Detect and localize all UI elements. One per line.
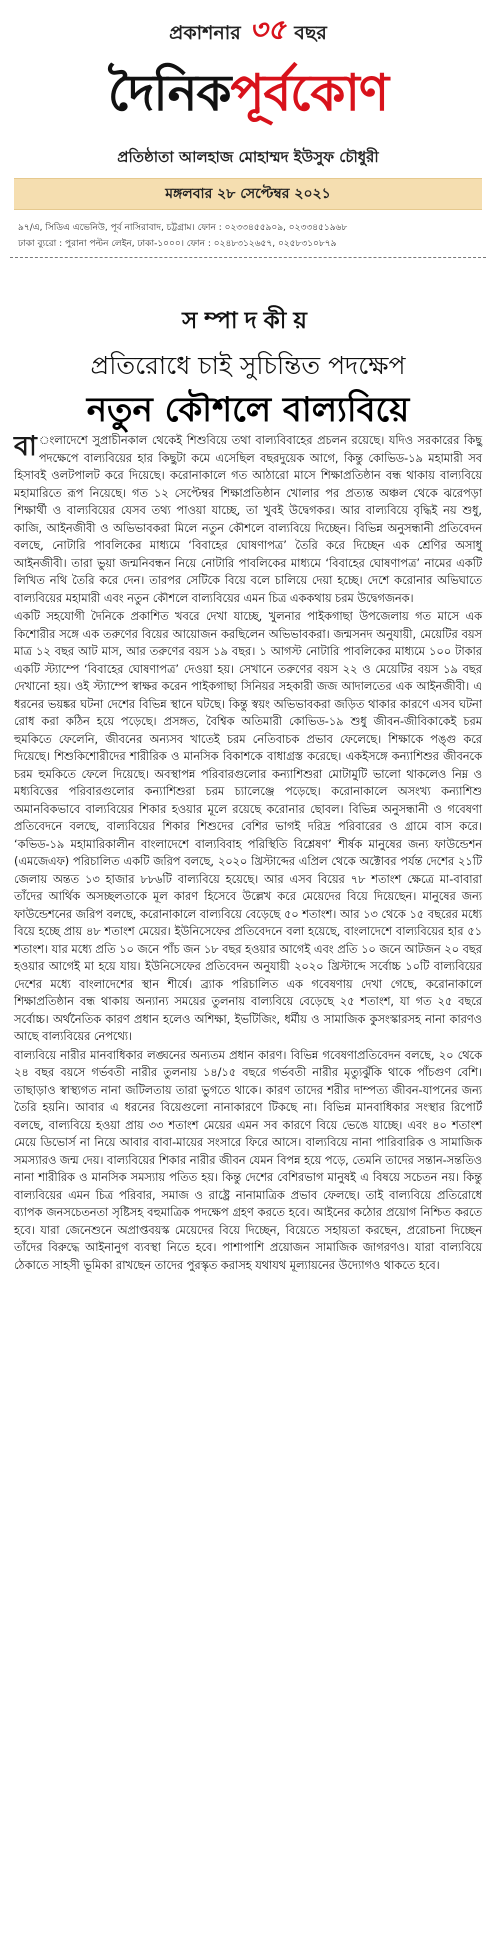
paragraph-2: একটি সহযোগী দৈনিকে প্রকাশিত খবরে দেখা যাচ্ছে, খুলনার পাইকগাছা উপজেলায় গত মাসে এক কিশোরীর সঙ্গে এক তরুণের বিয়ের আয়োজন করছিলেন অভিভাবকরা। জন্মসনদ অনুযায়ী, মেয়েটির বয়স মাত্র ১২ বছর আট মাস, আর তরুণের বয়স ১৯ বছর। ১ আগস্ট নোটারি পাবলিকের মাধ্যমে ১০০ টাকার একটি স্ট্যাম্পে ‘বিবাহের ঘোষণাপত্র’ দেওয়া হয়। সেখানে তরুণের বয়স ২২ ও মেয়েটির বয়স ১৯ বছর দেখানো হয়। ওই স্ট্যাম্পে স্বাক্ষর করেন পাইকগাছা সিনিয়র সহকারী জজ আদালতের এক আইনজীবী। এ ধরনের ভয়ঙ্কর ঘটনা দেশের বিভিন্ন স্থানে ঘটছে। কিন্তু স্বয়ং অভিভাবকরা জড়িত থাকার কারণে এসব ঘটনা রোধ করা কঠিন হয়ে পড়েছে। প্রসঙ্গত, বৈশ্বিক অতিমারী কোভিড-১৯ শুধু জীবন-জীবিকাকেই চরম হুমকিতে ফেলেনি, জীবনের অন্যসব খাতেই চরম নেতিবাচক প্রভাব ফেলেছে। শিক্ষাকে পঙ্গু করে দিয়েছে। শিশুকিশোরীদের শারীরিক ও মানসিক বিকাশকে বাধাগ্রস্ত করেছে। একইসঙ্গে কন্যাশিশুর জীবনকে চরম হুমকিতে ফেলে দিয়েছে। অবস্থাপন্ন পরিবারগুলোর কন্যাশিশুরা মোটামুটি ভালো থাকলেও নিম্ন ও মধ্যবিত্তের পরিবারগুলোর কন্যাশিশুরা চরম চ্যালেঞ্জে পড়েছে। করোনাকালে অসংখ্য কন্যাশিশু অমানবিকভাবে বাল্যবিয়ের শিকার হওয়ার মূলে রয়েছে করোনার ছোবল। বিভিন্ন অনুসন্ধানী ও গবেষণা প্রতিবেদনে বলছে, বাল্যবিয়ের শিকার শিশুদের বেশির ভাগই দরিদ্র পরিবারের ও গ্রামে বাস করে। ‘কভিড-১৯ মহামারিকালীন বাংলাদেশে বাল্যবিবাহ পরিস্থিতি বিশ্লেষণ’ শীর্ষক মানুষের জন্য ফাউন্ডেশন (এমজেএফ) পরিচালিত একটি জরিপ বলছে, ২০২০ খ্রিস্টাব্দের এপ্রিল থেকে অক্টোবর পর্যন্ত দেশের ২১টি জেলায় অন্তত ১৩ হাজার ৮৮৬টি বাল্যবিয়ে হয়েছে। আর এসব বিয়ের ৭৮ শতাংশ ক্ষেত্রে মা-বাবারা তাঁদের আর্থিক অসচ্ছলতাকে মূল কারণ হিসেবে উল্লেখ করে মেয়েদের বিয়ে দিয়েছেন। মানুষের জন্য ফাউন্ডেশনের জরিপ বলছে, করোনাকালে বাল্যবিয়ে বেড়েছে ৫০ শতাংশ। আর ১৩ থেকে ১৫ বছরের মধ্যে বিয়ে হচ্ছে প্রায় ৪৮ শতাংশ মেয়ের। ইউনিসেফের প্রতিবেদনে বলা হয়েছে, বাংলাদেশে বাল্যবিয়ের হার ৫১ শতাংশ। যার মধ্যে প্রতি ১০ জনে পাঁচ জন ১৮ বছর হওয়ার আগেই এবং প্রতি ১০ জনে আটজন ২০ বছর হওয়ার আগেই মা হয়ে যায়। ইউনিসেফের প্রতিবেদন অনুযায়ী ২০২০ খ্রিস্টাব্দে সর্বোচ্চ ১০টি বাল্যবিয়ের দেশের মধ্যে বাংলাদেশের স্থান শীর্ষে। ব্র্যাক পরিচালিত এক গবেষণায় দেখা গেছে, করোনাকালে শিক্ষাপ্রতিষ্ঠান বন্ধ থাকায় অন্যান্য সময়ের তুলনায় বাল্যবিয়ে বেড়েছে ২৫ শতাংশ, যা গত ২৫ বছরে সর্বোচ্চ। অর্থনৈতিক কারণ প্রধান হলেও অশিক্ষা, ইভটিজিং, ধর্মীয় ও সামাজিক কুসংস্কারসহ নানা কারণও আছে বাল্যবিয়ের নেপথ্যে। — [14, 610, 482, 1043]
date-bar: মঙ্গলবার ২৮ সেপ্টেম্বর ২০২১ — [14, 178, 482, 210]
address-line-ctg: ৯৭/এ, সিডিএ এভেনিউ, পূর্ব নাসিরাবাদ, চট্টগ্রাম। ফোন : ০২৩৩৪৫৫৯০৯, ০২৩৩৪৫১৯৬৮ — [18, 223, 348, 233]
dashed-divider — [10, 257, 486, 258]
article-subheadline: প্রতিরোধে চাই সুচিন্তিত পদক্ষেপ — [90, 351, 406, 380]
founder-line: প্রতিষ্ঠাতা আলহাজ মোহাম্মদ ইউসুফ চৌধুরী — [117, 148, 379, 166]
anniversary-prefix: প্রকাশনার — [169, 22, 241, 44]
anniversary-suffix: বছর — [294, 22, 327, 44]
paragraph-1-text: ংলাদেশে সুপ্রাচীনকাল থেকেই শিশুবিয়ে তথা বাল্যবিবাহের প্রচলন রয়েছে। যদিও সরকারের কিছু পদক্ষেপে বাল্যবিয়ের হার কিছুটা কমে এসেছিল বছরদুয়েক আগে, কিন্তু কোভিড-১৯ মহামারী সব হিসাবই ওলটপালট করে দিয়েছে। করোনাকালে গত আঠারো মাসে শিক্ষাপ্রতিষ্ঠান বন্ধ থাকায় বাল্যবিয়ে মহামারিতে রূপ নিয়েছে। গত ১২ সেপ্টেম্বর শিক্ষাপ্রতিষ্ঠান খোলার পর প্রত্যন্ত অঞ্চল থেকে ঝরেপড়া শিক্ষার্থী ও বাল্যবিয়ের যেসব তথ্য পাওয়া যাচ্ছে, তা খুবই উদ্বেগকর। আর বাল্যবিয়ে বৃদ্ধিই নয় শুধু, কাজি, আইনজীবী ও অভিভাবকরা মিলে নতুন কৌশলে বাল্যবিয়ে দিচ্ছেন। বিভিন্ন অনুসন্ধানী প্রতিবেদন বলছে, নোটারি পাবলিকের মাধ্যমে ‘বিবাহের ঘোষণাপত্র’ তৈরি করে দিচ্ছেন এক শ্রেণির অসাধু আইনজীবী। তারা ভুয়া জন্মনিবন্ধন নিয়ে নোটারি পাবলিকের মাধ্যমে ‘বিবাহের ঘোষণাপত্র’ নামের একটি লিখিত নথি তৈরি করে দেন। তারপর সেটিকে বিয়ে বলে চালিয়ে দেয়া হচ্ছে। দেশে করোনার অভিঘাতে বাল্যবিয়ের মহামারী এবং নতুন কৌশলে বাল্যবিয়ের এমন চিত্র এককথায় চরম উদ্বেগজনক। — [14, 434, 482, 605]
address-line-dhaka: ঢাকা ব্যুরো : পুরানা পল্টন লেইন, ঢাকা-১০০০। ফোন : ০২৪৮৩১২৬৫৭, ০২৫৮৩১০৮৭৯ — [18, 239, 337, 249]
section-title: সম্পাদকীয় — [182, 308, 314, 334]
anniversary-number: ৩৫ — [249, 13, 286, 46]
newspaper-logo — [0, 62, 496, 124]
paragraph-3: বাল্যবিয়ে নারীর মানবাধিকার লঙ্ঘনের অন্যতম প্রধান কারণ। বিভিন্ন গবেষণাপ্রতিবেদন বলছে, ২০ থেকে ২৪ বছর বয়সে গর্ভবতী নারীর তুলনায় ১৪/১৫ বছরে গর্ভবতী নারীর মৃত্যুঝুঁকি থাকে পাঁচগুণ বেশি। তাছাড়াও স্বাস্থ্যগত নানা জটিলতায় তারা ভুগতে থাকে। কারণ তাদের শরীর দাম্পত্য জীবন-যাপনের জন্য তৈরি হয়নি। আবার এ ধরনের বিয়েগুলো নানাকারণে টিকছে না। বিভিন্ন মানবাধিকার সংস্থার রিপোর্ট বলছে, বাল্যবিয়ে হওয়া প্রায় ৩৩ শতাংশ মেয়ের এমন সব কারণে বিয়ে ভেঙে যাচ্ছে। এবং ৪০ শতাংশ মেয়ে ডিভোর্স না নিয়ে আবার বাবা-মায়ের সংসারে ফিরে আসে। বাল্যবিয়ে নানা পারিবারিক ও সামাজিক সমস্যারও জন্ম দেয়। বাল্যবিয়ের শিকার নারীর জীবন যেমন বিপন্ন হয়ে পড়ে, তেমনি তাদের সন্তান-সন্ততিও নানা শারীরিক ও মানসিক সমস্যায় পতিত হয়। কিন্তু দেশের বেশিরভাগ মানুষই এ বিষয়ে সচেতন নয়। কিন্তু বাল্যবিয়ের এমন চিত্র পরিবার, সমাজ ও রাষ্ট্রে নানামাত্রিক প্রভাব ফেলছে। তাই বাল্যবিয়ে প্রতিরোধে ব্যাপক জনসচেতনতা সৃষ্টিসহ বহুমাত্রিক পদক্ষেপ গ্রহণ করতে হবে। আইনের কঠোর প্রয়োগ নিশ্চিত করতে হবে। যারা জেনেশুনে অপ্রাপ্তবয়স্ক মেয়েদের বিয়ে দিচ্ছেন, বিয়েতে সহায়তা করছেন, প্ররোচনা দিচ্ছেন তাঁদের বিরুদ্ধে আইনানুগ ব্যবস্থা নিতে হবে। পাশাপাশি প্রয়োজন সামাজিক জাগরণও। যারা বাল্যবিয়ে ঠেকাতে সাহসী ভূমিকা রাখছেন তাদের পুরস্কৃত করাসহ যথাযথ মূল্যায়নের উদ্যোগও থাকতে হবে। — [14, 1048, 482, 1272]
article-headline: নতুন কৌশলে বাল্যবিয়ে — [86, 390, 410, 430]
drop-cap: বা — [14, 431, 37, 462]
paragraph-1 — [14, 432, 482, 607]
logo-part-dainik: দৈনিক — [107, 63, 231, 122]
article-body — [14, 432, 482, 1275]
anniversary-banner — [0, 8, 496, 55]
logo-part-purbakone: পূর্বকোণ — [230, 63, 389, 122]
